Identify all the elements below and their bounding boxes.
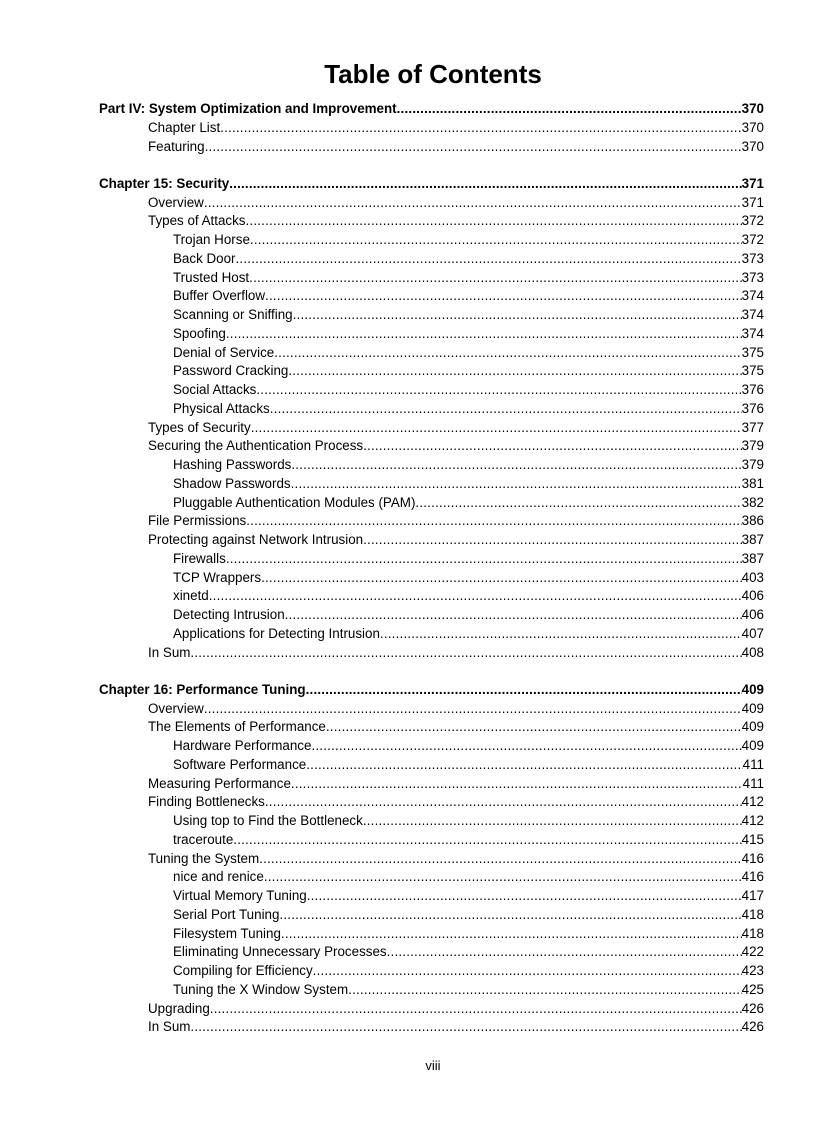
toc-entry[interactable] <box>99 718 764 737</box>
toc-entry[interactable] <box>99 756 764 775</box>
toc-entry-page: 373 <box>741 250 764 266</box>
page-number-footer: viii <box>425 1058 441 1073</box>
toc-entry-page: 387 <box>741 532 764 547</box>
dot-leader <box>313 962 742 981</box>
toc-entry-page: 374 <box>741 325 764 341</box>
toc-entry-page: 406 <box>741 588 764 604</box>
toc-entry-label: In Sum <box>148 1019 191 1035</box>
dot-leader <box>363 812 742 831</box>
toc-entry-page: 418 <box>741 906 764 922</box>
toc-entry[interactable] <box>99 868 764 887</box>
table-of-contents <box>99 100 764 1037</box>
dot-leader <box>264 868 742 887</box>
toc-entry[interactable] <box>99 381 764 400</box>
toc-entry-label: Serial Port Tuning <box>173 906 280 922</box>
dot-leader <box>233 831 741 850</box>
toc-entry-label: Detecting Intrusion <box>173 607 285 622</box>
dot-leader <box>291 475 742 494</box>
toc-entry-label: Shadow Passwords <box>173 475 291 491</box>
toc-entry-page: 370 <box>741 101 764 116</box>
toc-entry-label: Filesystem Tuning <box>173 925 281 941</box>
toc-entry-label: Virtual Memory Tuning <box>173 888 307 903</box>
toc-entry-page: 373 <box>741 269 764 285</box>
toc-entry-label: The Elements of Performance <box>148 719 326 735</box>
toc-entry-page: 409 <box>741 738 764 753</box>
toc-entry-label: Types of Security <box>148 419 251 435</box>
dot-leader <box>291 456 741 475</box>
toc-entry-label: Tuning the X Window System <box>173 981 349 997</box>
toc-entry[interactable] <box>99 362 764 381</box>
dot-leader <box>397 100 742 119</box>
dot-leader <box>210 1000 742 1019</box>
toc-entry[interactable] <box>99 269 764 288</box>
dot-leader <box>288 362 741 381</box>
toc-entry-page: 411 <box>742 756 764 772</box>
toc-entry[interactable] <box>99 437 764 456</box>
dot-leader <box>190 644 741 663</box>
toc-entry[interactable] <box>99 737 764 756</box>
dot-leader <box>220 119 741 138</box>
toc-entry-page: 374 <box>741 288 764 304</box>
toc-entry-label: traceroute <box>173 831 234 847</box>
toc-entry-page: 407 <box>741 625 764 641</box>
toc-entry-label: Firewalls <box>173 550 226 566</box>
toc-entry[interactable] <box>99 325 764 344</box>
toc-entry[interactable] <box>99 194 764 213</box>
dot-leader <box>205 138 742 157</box>
toc-entry-page: 386 <box>741 513 764 529</box>
dot-leader <box>246 512 741 531</box>
dot-leader <box>190 1018 741 1037</box>
dot-leader <box>226 325 742 344</box>
toc-entry-page: 375 <box>741 363 764 379</box>
toc-entry-label: Hashing Passwords <box>173 457 292 472</box>
toc-entry-page: 415 <box>741 831 764 847</box>
page-title: Table of Contents <box>324 59 542 89</box>
toc-entry[interactable] <box>99 287 764 306</box>
dot-leader <box>209 587 742 606</box>
toc-entry[interactable] <box>99 793 764 812</box>
toc-entry-label: Chapter 15: Security <box>99 175 230 191</box>
toc-entry[interactable] <box>99 850 764 869</box>
toc-entry-page: 370 <box>741 119 764 135</box>
toc-entry[interactable] <box>99 138 764 157</box>
dot-leader <box>307 887 742 906</box>
toc-entry-label: Tuning the System <box>148 850 260 866</box>
toc-entry-label: File Permissions <box>148 513 247 529</box>
dot-leader <box>259 850 742 869</box>
dot-leader <box>229 175 741 194</box>
dot-leader <box>265 287 742 306</box>
toc-entry-label: Denial of Service <box>173 344 275 360</box>
dot-leader <box>281 925 742 944</box>
toc-entry[interactable] <box>99 625 764 644</box>
dot-leader <box>274 344 741 363</box>
toc-entry-page: 375 <box>741 344 764 360</box>
toc-entry-label: Hardware Performance <box>173 738 312 753</box>
dot-leader <box>306 756 742 775</box>
toc-entry[interactable] <box>99 981 764 1000</box>
toc-entry-label: Spoofing <box>173 325 226 341</box>
toc-entry-label: Eliminating Unnecessary Processes <box>173 944 387 960</box>
toc-entry-label: Types of Attacks <box>148 213 246 229</box>
toc-entry-label: Chapter List <box>148 119 221 135</box>
toc-entry[interactable] <box>99 812 764 831</box>
toc-entry-page: 403 <box>741 569 764 585</box>
toc-entry-page: 372 <box>741 213 764 229</box>
toc-heading[interactable] <box>99 100 764 119</box>
toc-entry-label: Securing the Authentication Process <box>148 438 364 454</box>
toc-entry-label: Scanning or Sniffing <box>173 307 293 322</box>
toc-entry-label: Password Cracking <box>173 363 289 379</box>
toc-entry-label: TCP Wrappers <box>173 569 262 585</box>
toc-entry[interactable] <box>99 644 764 663</box>
dot-leader <box>415 494 741 513</box>
dot-leader <box>251 419 742 438</box>
dot-leader <box>261 569 742 588</box>
toc-entry[interactable] <box>99 831 764 850</box>
toc-entry[interactable] <box>99 306 764 325</box>
dot-leader <box>387 943 742 962</box>
toc-entry-label: Pluggable Authentication Modules (PAM) <box>173 494 416 510</box>
toc-entry-page: 376 <box>741 400 764 416</box>
dot-leader <box>380 625 742 644</box>
toc-entry[interactable] <box>99 906 764 925</box>
dot-leader <box>279 906 741 925</box>
toc-entry-page: 417 <box>741 888 764 903</box>
toc-entry-label: Upgrading <box>148 1000 210 1016</box>
toc-entry[interactable] <box>99 775 764 794</box>
toc-entry-page: 381 <box>741 475 764 491</box>
toc-entry[interactable] <box>99 925 764 944</box>
toc-entry-page: 382 <box>741 494 764 510</box>
dot-leader <box>265 793 742 812</box>
toc-entry[interactable] <box>99 475 764 494</box>
dot-leader <box>285 606 742 625</box>
dot-leader <box>291 775 743 794</box>
dot-leader <box>270 400 742 419</box>
toc-entry[interactable] <box>99 943 764 962</box>
toc-entry-page: 376 <box>741 382 764 397</box>
toc-entry-label: Finding Bottlenecks <box>148 794 265 810</box>
toc-entry[interactable] <box>99 700 764 719</box>
dot-leader <box>246 212 742 231</box>
toc-heading[interactable] <box>99 681 764 700</box>
toc-entry-page: 416 <box>741 869 764 885</box>
toc-entry-page: 379 <box>741 438 764 454</box>
toc-entry-page: 409 <box>741 700 764 716</box>
dot-leader <box>236 250 742 269</box>
toc-entry-page: 379 <box>741 457 764 472</box>
toc-entry-page: 425 <box>741 981 764 997</box>
toc-entry-label: Buffer Overflow <box>173 288 266 304</box>
toc-entry-page: 374 <box>741 307 764 322</box>
toc-entry-page: 423 <box>741 963 764 978</box>
toc-entry[interactable] <box>99 400 764 419</box>
dot-leader <box>250 231 742 250</box>
dot-leader <box>311 737 741 756</box>
toc-entry-page: 371 <box>741 194 764 210</box>
toc-entry-label: Physical Attacks <box>173 400 270 416</box>
toc-entry-label: Using top to Find the Bottleneck <box>173 813 363 828</box>
toc-entry[interactable] <box>99 962 764 981</box>
dot-leader <box>226 550 742 569</box>
toc-entry[interactable] <box>99 250 764 269</box>
toc-entry-label: Overview <box>148 194 204 210</box>
toc-entry[interactable] <box>99 512 764 531</box>
dot-leader <box>249 269 742 288</box>
toc-entry-page: 412 <box>741 794 764 810</box>
toc-entry-label: Measuring Performance <box>148 775 291 791</box>
dot-leader <box>348 981 742 1000</box>
dot-leader <box>293 306 742 325</box>
toc-entry[interactable] <box>99 606 764 625</box>
toc-entry[interactable] <box>99 550 764 569</box>
toc-entry-label: Chapter 16: Performance Tuning <box>99 681 306 697</box>
toc-entry[interactable] <box>99 212 764 231</box>
toc-entry-label: Featuring <box>148 138 205 154</box>
toc-entry-page: 409 <box>741 719 764 735</box>
toc-entry-page: 406 <box>741 607 764 622</box>
toc-entry-label: Applications for Detecting Intrusion <box>173 625 380 641</box>
toc-entry[interactable] <box>99 587 764 606</box>
toc-entry-page: 372 <box>741 232 764 247</box>
toc-entry-page: 408 <box>741 644 764 660</box>
dot-leader <box>306 681 742 700</box>
dot-leader <box>363 531 742 550</box>
toc-entry-page: 387 <box>741 550 764 566</box>
toc-entry-page: 371 <box>741 175 764 191</box>
toc-entry-label: Protecting against Network Intrusion <box>148 532 364 547</box>
toc-entry-label: Software Performance <box>173 756 307 772</box>
toc-entry[interactable] <box>99 344 764 363</box>
dot-leader <box>256 381 741 400</box>
toc-entry[interactable] <box>99 419 764 438</box>
toc-entry-page: 377 <box>741 419 764 435</box>
toc-entry-label: nice and renice <box>173 869 264 885</box>
dot-leader <box>204 194 742 213</box>
toc-entry-page: 370 <box>741 138 764 154</box>
toc-entry-label: In Sum <box>148 644 191 660</box>
toc-entry-page: 416 <box>741 850 764 866</box>
toc-entry-label: Trojan Horse <box>173 232 250 247</box>
toc-entry-label: Part IV: System Optimization and Improvement <box>99 101 397 116</box>
toc-entry[interactable] <box>99 569 764 588</box>
section-gap <box>99 662 764 681</box>
toc-entry[interactable] <box>99 1000 764 1019</box>
toc-entry-page: 409 <box>741 681 764 697</box>
toc-entry-page: 418 <box>741 925 764 941</box>
toc-entry-label: Social Attacks <box>173 382 257 397</box>
toc-entry[interactable] <box>99 456 764 475</box>
toc-entry-page: 426 <box>741 1000 764 1016</box>
toc-entry[interactable] <box>99 887 764 906</box>
toc-entry[interactable] <box>99 531 764 550</box>
dot-leader <box>326 718 742 737</box>
dot-leader <box>363 437 742 456</box>
toc-entry-page: 411 <box>742 775 764 791</box>
toc-entry-page: 412 <box>741 813 764 828</box>
toc-entry-label: Compiling for Efficiency <box>173 963 313 978</box>
toc-heading[interactable] <box>99 175 764 194</box>
toc-entry-label: Back Door <box>173 250 236 266</box>
toc-entry[interactable] <box>99 231 764 250</box>
toc-entry-page: 422 <box>741 944 764 960</box>
toc-entry-page: 426 <box>741 1019 764 1035</box>
dot-leader <box>204 700 742 719</box>
toc-entry[interactable] <box>99 494 764 513</box>
section-gap <box>99 156 764 175</box>
toc-entry-label: xinetd <box>173 588 209 604</box>
toc-entry[interactable] <box>99 1018 764 1037</box>
toc-entry-label: Trusted Host <box>173 269 250 285</box>
toc-entry-label: Overview <box>148 700 204 716</box>
toc-entry[interactable] <box>99 119 764 138</box>
